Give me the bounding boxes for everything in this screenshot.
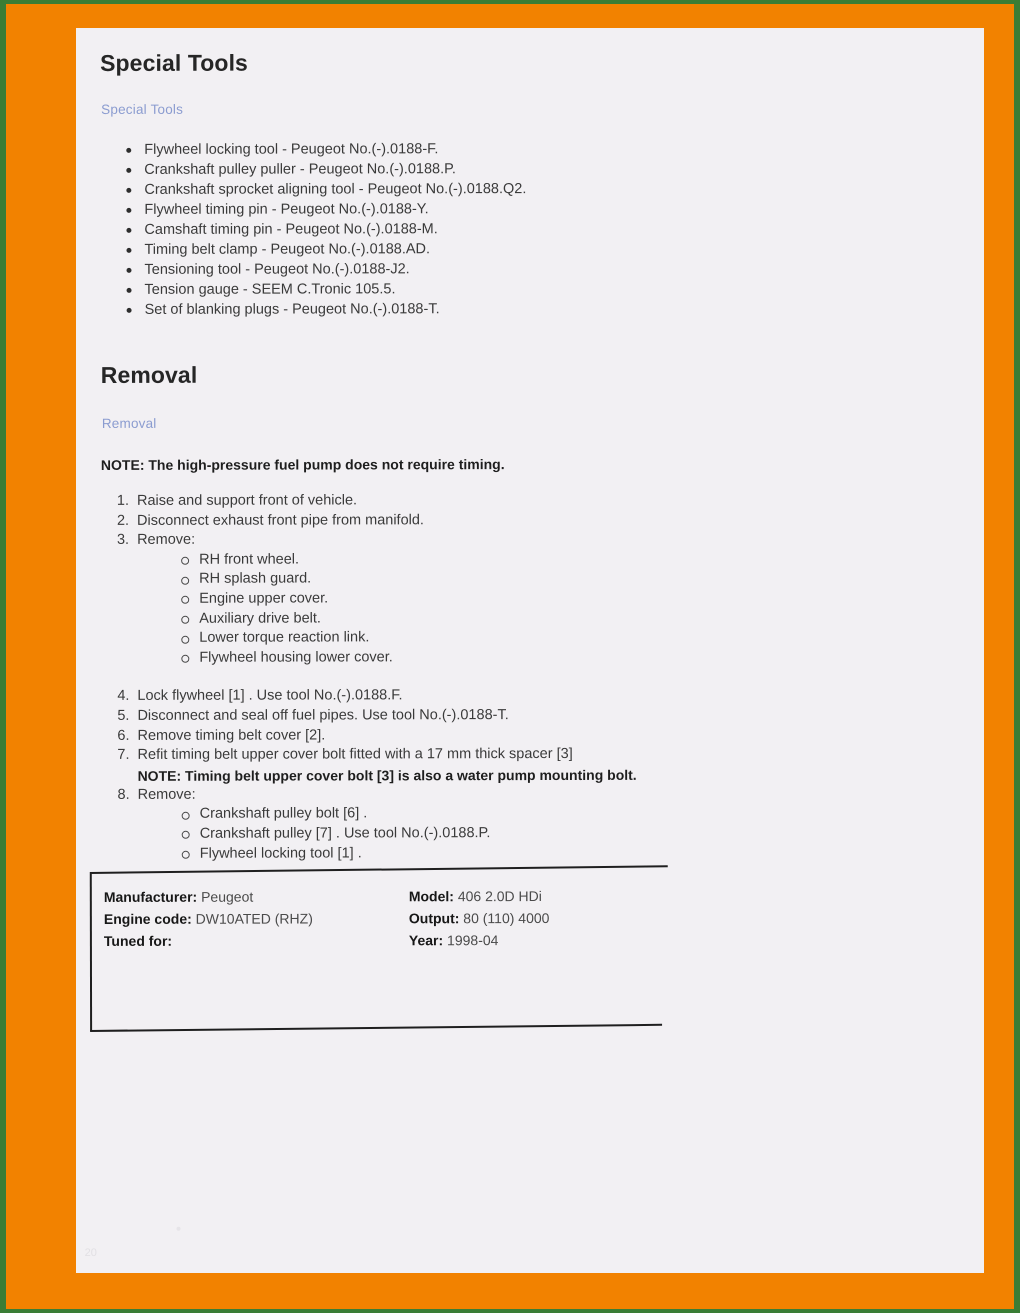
spec-value: DW10ATED (RHZ) xyxy=(195,910,313,927)
sublist-item: RH splash guard. xyxy=(137,569,636,590)
subheading-special-tools: Special Tools xyxy=(101,101,184,117)
sublist-item: Flywheel housing lower cover. xyxy=(137,648,636,669)
page-title-removal: Removal xyxy=(100,361,198,388)
vehicle-spec-table xyxy=(90,871,680,1032)
subheading-removal: Removal xyxy=(101,415,157,431)
list-item: Camshaft timing pin - Peugeot No.(-).0188-M. xyxy=(122,219,526,240)
table-border-top xyxy=(90,865,668,873)
spec-value: 1998-04 xyxy=(447,932,499,949)
step-text: Remove: xyxy=(137,786,196,803)
spec-key: Year: xyxy=(408,932,444,949)
spec-cell-tuned-for xyxy=(104,929,409,952)
step-number: 3. xyxy=(116,532,130,549)
step-number: 7. xyxy=(117,747,130,764)
spec-cell-manufacturer xyxy=(104,885,409,908)
list-item: Crankshaft pulley puller - Peugeot No.(-).0188.P. xyxy=(122,159,526,180)
sublist-item: Flywheel locking tool [1] . xyxy=(138,843,637,864)
list-item: Flywheel locking tool - Peugeot No.(-).0188-F. xyxy=(122,139,526,160)
step-item xyxy=(101,686,636,707)
page-title-special-tools: Special Tools xyxy=(100,49,248,76)
list-item: Flywheel timing pin - Peugeot No.(-).0188-Y. xyxy=(122,199,526,220)
table-row xyxy=(104,929,664,952)
spec-key: Output: xyxy=(408,910,460,927)
step-number: 5. xyxy=(117,707,130,724)
sublist-item: Crankshaft pulley [7] . Use tool No.(-).0188.P. xyxy=(138,824,637,845)
step-sublist xyxy=(138,804,637,864)
step-item xyxy=(102,785,637,864)
table-border-left xyxy=(90,874,92,1031)
step-number: 1. xyxy=(116,492,130,509)
spec-key: Model: xyxy=(408,888,454,905)
list-item: Tension gauge - SEEM C.Tronic 105.5. xyxy=(123,279,527,300)
step-number: 8. xyxy=(117,786,130,803)
spec-cell-model xyxy=(409,885,542,907)
step-item xyxy=(101,706,636,727)
step-item xyxy=(101,530,636,668)
sublist-item: Auxiliary drive belt. xyxy=(137,608,636,629)
step-text: Remove timing belt cover [2]. xyxy=(137,727,326,744)
spec-value: 80 (110) 4000 xyxy=(463,910,550,927)
table-row xyxy=(104,907,664,930)
step-number: 6. xyxy=(117,727,130,744)
step-text: Remove: xyxy=(137,531,196,549)
spec-key: Tuned for: xyxy=(103,932,173,949)
list-item: Crankshaft sprocket aligning tool - Peugeot No.(-).0188.Q2. xyxy=(122,179,526,200)
step-text: Lock flywheel [1] . Use tool No.(-).0188.F. xyxy=(137,687,403,705)
sublist-item: Lower torque reaction link. xyxy=(137,628,636,649)
spec-value: 406 2.0D HDi xyxy=(457,888,542,905)
step-text: Raise and support front of vehicle. xyxy=(136,492,358,509)
note-fuel-pump-timing: NOTE: The high-pressure fuel pump does not require timing. xyxy=(100,456,505,473)
scan-corner-mark: 20 xyxy=(84,1246,97,1259)
spec-cell-engine-code xyxy=(104,907,409,930)
scanned-page xyxy=(76,28,984,1273)
sublist-item: Crankshaft pulley bolt [6] . xyxy=(138,804,637,825)
spec-cell-output xyxy=(409,907,550,929)
spec-value: Peugeot xyxy=(201,888,254,905)
spec-grid xyxy=(104,885,664,952)
step-item xyxy=(101,491,636,512)
table-row xyxy=(104,885,664,908)
step-item xyxy=(102,745,637,786)
removal-steps-list xyxy=(101,491,637,864)
step-sublist xyxy=(137,550,636,669)
spec-key: Manufacturer: xyxy=(103,888,198,905)
sublist-item: Engine upper cover. xyxy=(137,589,636,610)
step-text: Refit timing belt upper cover bolt fitted with a 17 mm thick spacer [3] xyxy=(137,746,573,763)
table-border-bottom xyxy=(90,1024,662,1032)
step-number: 4. xyxy=(117,688,130,705)
spec-key: Engine code: xyxy=(103,910,192,927)
sublist-item: RH front wheel. xyxy=(137,550,636,571)
step-text: Disconnect and seal off fuel pipes. Use tool No.(-).0188-T. xyxy=(137,707,509,724)
scan-speck xyxy=(177,1227,181,1231)
page-content xyxy=(76,28,984,1273)
list-item: Timing belt clamp - Peugeot No.(-).0188.AD. xyxy=(122,239,526,260)
note-water-pump-bolt: NOTE: Timing belt upper cover bolt [3] is also a water pump mounting bolt. xyxy=(137,766,637,784)
step-text: Disconnect exhaust front pipe from manifold. xyxy=(137,511,424,529)
step-item xyxy=(101,510,636,531)
step-number: 2. xyxy=(116,512,130,529)
special-tools-list xyxy=(122,139,526,320)
step-item xyxy=(101,725,636,746)
list-item: Set of blanking plugs - Peugeot No.(-).0188-T. xyxy=(123,299,527,320)
list-item: Tensioning tool - Peugeot No.(-).0188-J2. xyxy=(122,259,526,280)
spec-cell-year xyxy=(409,929,499,951)
